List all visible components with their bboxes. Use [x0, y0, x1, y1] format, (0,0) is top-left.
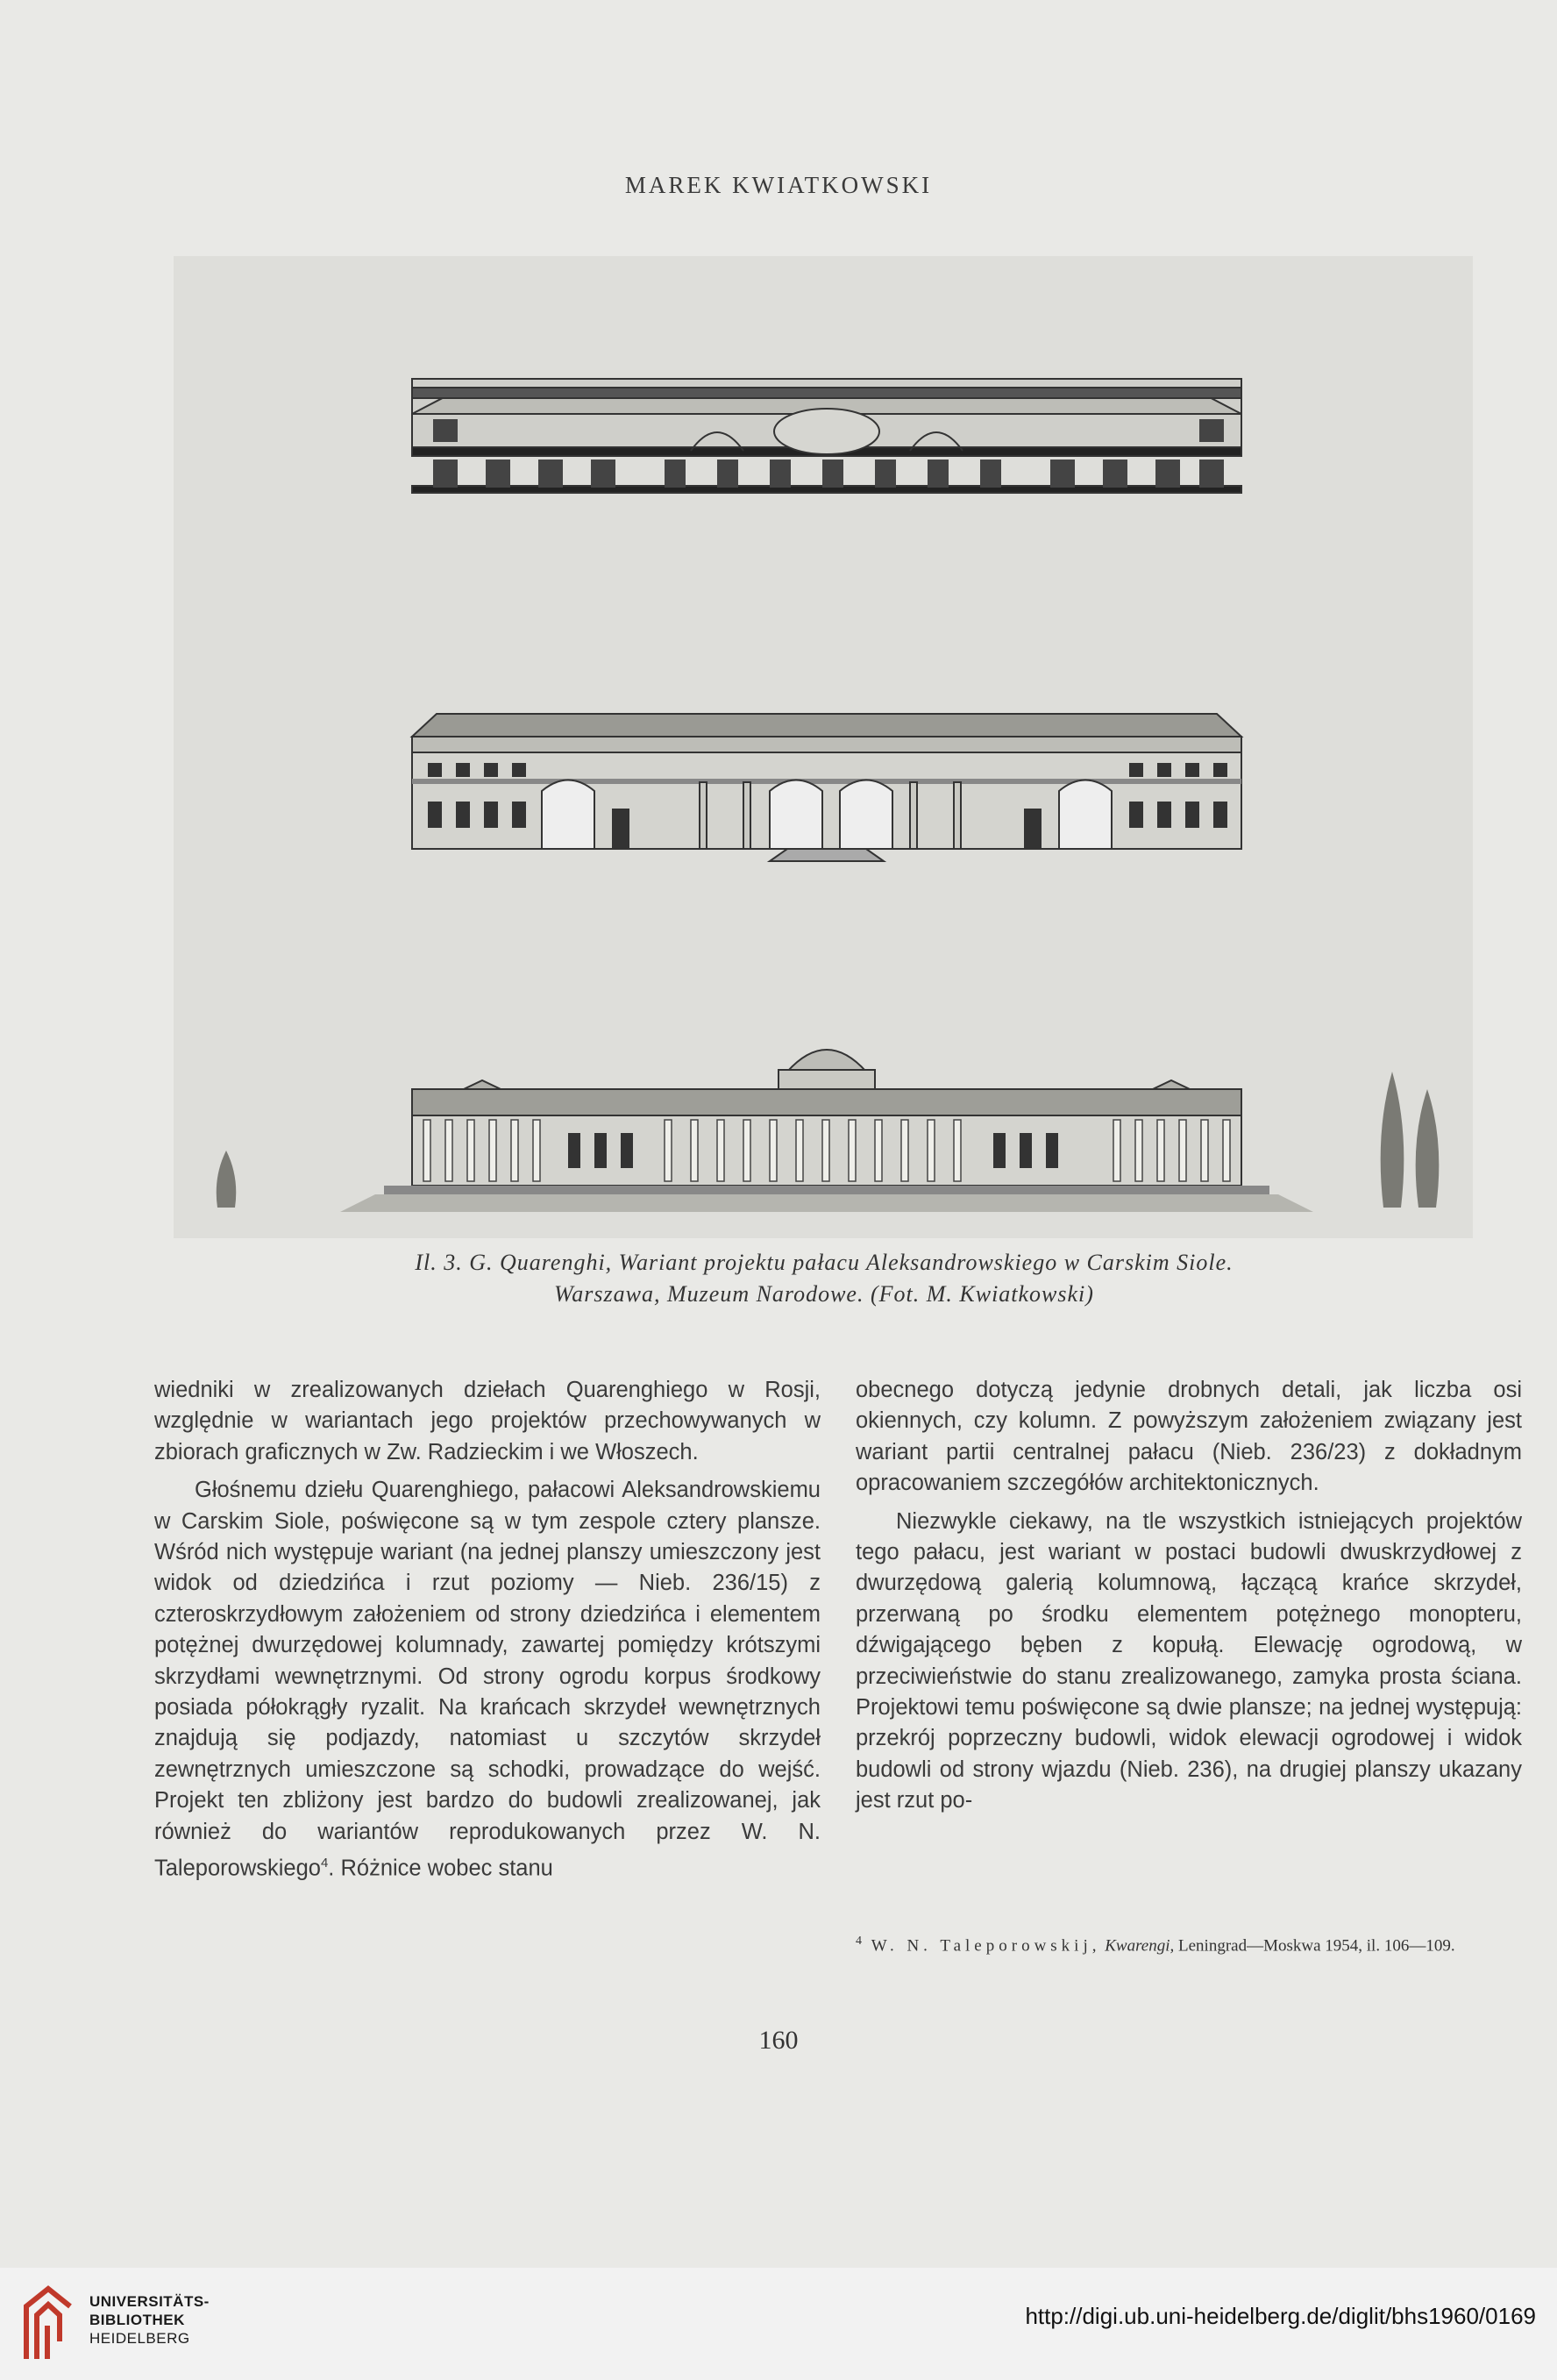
left-paragraph-2: [154, 1475, 821, 1885]
footnote-details: Leningrad—Moskwa 1954, il. 106—109.: [1178, 1936, 1455, 1956]
library-logo-icon: [18, 2280, 79, 2368]
palace-drawings: [174, 256, 1473, 1238]
source-url-link[interactable]: http://digi.ub.uni-heidelberg.de/diglit/bhs1960/0169: [1025, 2303, 1536, 2329]
footnote-author: W. N. Taleporowskij,: [871, 1936, 1101, 1956]
left-text-column: [154, 1375, 821, 1885]
entrance-elevation-drawing: [340, 1050, 1313, 1212]
library-name-line-3: HEIDELBERG: [89, 2330, 190, 2347]
right-paragraph-2: Niezwykle ciekawy, na tle wszystkich istniejących projektów tego pałacu, jest wariant w postaci budowli dwuskrzydłowej z dwurzędową galerią kolumnową, łączącą krańce skrzydeł, przerwaną po środku elementem potężnego monopteru, dźwigającego bęben z kopułą. Elewację ogrodową, w przeciwieństwie do stanu zrealizowanego, zamyka prosta ściana. Projektowi temu poświęcone są dwie plansze; na jednej występują: przekrój poprzeczny budowli, widok elewacji ogrodowej i widok budowli od strony wjazdu (Nieb. 236), na drugiej planszy ukazany jest rzut po-: [856, 1508, 1522, 1814]
left-paragraph-1: wiedniki w zrealizowanych dziełach Quarenghiego w Rosji, względnie w wariantach jego projektów przechowywanych w zbiorach graficznych w Zw. Radzieckim i we Włoszech.: [154, 1378, 821, 1464]
library-name: [89, 2292, 210, 2348]
figure-caption: [263, 1247, 1385, 1310]
cross-section-drawing: [412, 379, 1241, 493]
right-text-column: [856, 1375, 1522, 1817]
caption-line-2: Warszawa, Muzeum Narodowe. (Fot. M. Kwiatkowski): [554, 1281, 1094, 1307]
page-number: 160: [758, 2026, 799, 2055]
library-name-line-1: UNIVERSITÄTS-: [89, 2293, 210, 2310]
footnote-number: 4: [856, 1935, 862, 1948]
left-paragraph-2-text: Głośnemu dziełu Quarenghiego, pałacowi Aleksandrowskiemu w Carskim Siole, poświęcone są w tym zespole cztery plansze. Wśród nich występuje wariant (na jednej planszy umieszczony jest widok od dziedzińca i rzut poziomy — Nieb. 236/15) z czteroskrzydłowym założeniem od strony dziedzińca i elementem potężnej dwurzędowej kolumnady, zawartej pomiędzy krótszymi skrzydłami wewnętrznymi. Od strony ogrodu korpus środkowy posiada półokrągły ryzalit. Na krańcach skrzydeł wewnętrznych znajdują się podjazdy, natomiast u szczytów skrzydeł zewnętrznych umieszczone są schodki, prowadzące do wejść. Projekt ten zbliżony jest bardzo do budowli zrealizowanej, jak również do wariantów reprodukowanych przez W. N. Taleporowskiego: [154, 1478, 821, 1881]
architectural-plate-image: [174, 256, 1473, 1238]
running-header: MAREK KWIATKOWSKI: [624, 172, 933, 198]
left-paragraph-2-end: . Różnice wobec stanu: [328, 1856, 553, 1881]
footnote-title: Kwarengi,: [1105, 1936, 1175, 1956]
library-name-line-2: BIBLIOTHEK: [89, 2312, 185, 2328]
footnote: [856, 1929, 1522, 1958]
caption-line-1: Il. 3. G. Quarenghi, Wariant projektu pałacu Aleksandrowskiego w Carskim Siole.: [415, 1250, 1234, 1275]
library-footer-bar: [0, 2268, 1557, 2380]
garden-elevation-drawing: [412, 714, 1241, 861]
right-paragraph-1: obecnego dotyczą jedynie drobnych detali, jak liczba osi okiennych, czy kolumn. Z powyższym założeniem związany jest wariant partii centralnej pałacu (Nieb. 236/23) z dokładnym opracowaniem szczegółów architektonicznych.: [856, 1378, 1522, 1496]
footnote-reference[interactable]: 4: [320, 1856, 329, 1871]
